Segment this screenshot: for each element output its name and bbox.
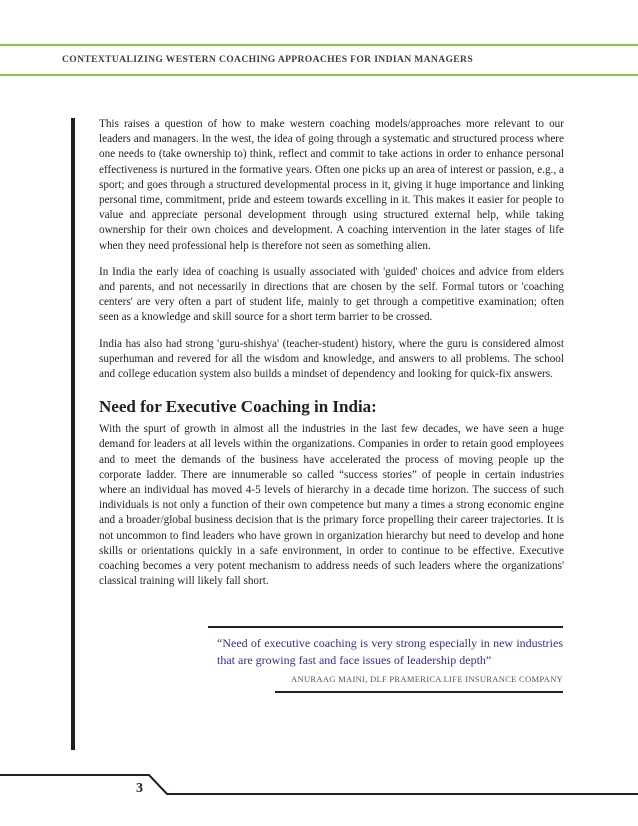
pull-quote-bottom-rule <box>275 691 563 693</box>
header-bottom-rule <box>0 74 638 76</box>
footer-rule <box>0 771 638 801</box>
left-margin-bar <box>71 118 75 750</box>
page-number: 3 <box>136 781 143 796</box>
body-paragraph: This raises a question of how to make western coaching models/approaches more relevant to our leaders and managers. In the west, the idea of going through a systematic and structured process where one needs to (take ownership to) think, reflect and commit to take actions in order to enhance personal effectiveness is nurtured in the formative years. Often one picks up an area of interest or passion, e.g., a sport; and goes through a structured developmental process in it, giving it huge importance and linking personal time, commitment, pride and esteem towards excelling in it. This makes it easier for people to value and appreciate personal development through using structured external help, while taking ownership for their own choices and development. A coaching intervention in the later stages of life when they need professional help is therefore not seen as something alien. <box>99 118 564 252</box>
body-paragraph: India has also had strong 'guru-shishya' (teacher-student) history, where the guru is considered almost superhuman and revered for all the wisdom and knowledge, and answers to all problems. The school and college education system also builds a mindset of dependency and looking for quick-fix answers. <box>99 337 564 381</box>
body-paragraph: With the spurt of growth in almost all the industries in the last few decades, we have seen a huge demand for leaders at all levels within the organizations. Companies in order to retain good employees and to meet the demands of the business have accelerated the process of moving people up the corporate ladder. There are innumerable so called “success stories” of people in certain industries where an individual has moved 4-5 levels of hierarchy in a decade time horizon. The success of such individuals is not only a function of their own competence but many a times a strong economic engine and a broader/global business decision that is the primary force propelling their career trajectories. It is not uncommon to find leaders who have grown in organization hierarchy but need to develop and hone skills or orientations quickly in a safe environment, in order to continue to be effective. Executive coaching becomes a very potent mechanism to address needs of such leaders where the organizations' classical training will likely fall short. <box>99 423 564 588</box>
section-heading: Need for Executive Coaching in India: <box>99 397 377 417</box>
body-paragraph: In India the early idea of coaching is usually associated with 'guided' choices and advice from elders and parents, and not necessarily in directions that are chosen by the self. Formal tutors or 'coaching centers' are very often a part of student life, mainly to get through a competitive examination; often seen as a knowledge and skill source for a short term barrier to be crossed. <box>99 265 564 324</box>
running-header-title: CONTEXTUALIZING WESTERN COACHING APPROACHES FOR INDIAN MANAGERS <box>62 54 473 65</box>
pull-quote-text: “Need of executive coaching is very strong especially in new industries that are growing fast and face issues of leadership depth” <box>217 636 563 667</box>
pull-quote <box>208 626 563 693</box>
header-top-rule <box>0 44 638 46</box>
pull-quote-top-rule <box>208 626 563 628</box>
article-body <box>99 117 564 600</box>
pull-quote-attribution: ANURAAG MAINI, DLF PRAMERICA LIFE INSURANCE COMPANY <box>291 674 563 684</box>
